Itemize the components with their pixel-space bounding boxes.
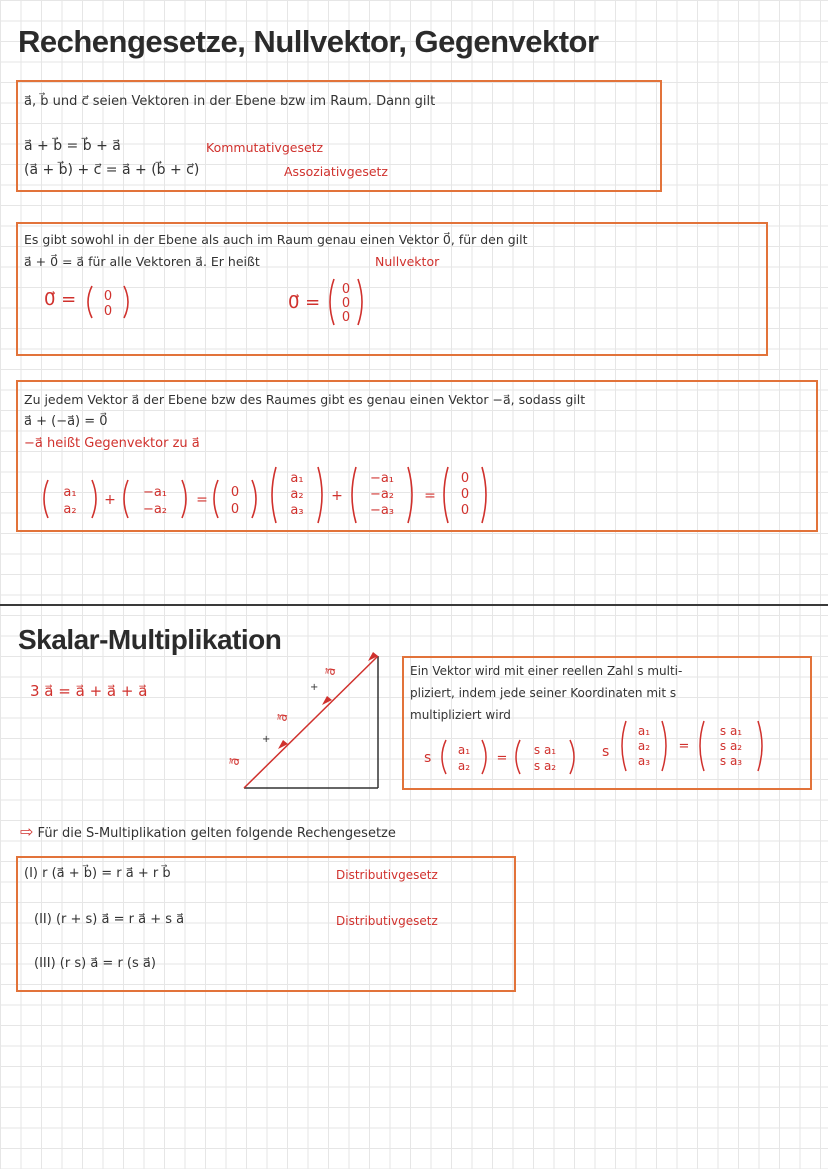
rules-intro: Für die S-Multiplikation gelten folgende Rechengesetze: [37, 826, 396, 841]
rules-intro-row: [20, 822, 396, 841]
sc2d-v1-c2: a₂: [457, 759, 471, 773]
scalar-desc-line1: Ein Vektor wird mit einer reellen Zahl s multi-: [410, 664, 683, 678]
scalar-sketch: [227, 648, 390, 796]
opp3d-v3-c1: 0: [460, 471, 470, 486]
sc3d-s: s: [602, 744, 610, 760]
sc3d-v2-c3: s a₃: [719, 754, 743, 768]
sc2d-eq: =: [496, 751, 508, 766]
law2-name: Assoziativgesetz: [284, 164, 388, 179]
scalar-desc-line2: pliziert, indem jede seiner Koordinaten mit s: [410, 686, 677, 700]
sc3d-v1-c1: a₁: [637, 724, 651, 738]
rule-1-name: Distributivgesetz: [336, 868, 438, 882]
opposite-line1: Zu jedem Vektor a⃗ der Ebene bzw des Raumes gibt es genau einen Vektor −a⃗, sodass gilt: [24, 392, 586, 407]
opp3d-eq: =: [424, 488, 436, 504]
opp3d-v2-c3: −a₃: [369, 503, 395, 518]
nullvector-2d-c1: 0: [103, 289, 113, 304]
opposite-example-2d: [40, 476, 268, 522]
scalar-example-3d: [600, 718, 788, 774]
sc2d-v2-c2: s a₂: [533, 759, 557, 773]
opposite-example-3d: [268, 464, 496, 526]
sc3d-v1-c2: a₂: [637, 739, 651, 753]
rule-2: [34, 912, 184, 927]
opp2d-op: +: [104, 492, 116, 508]
law2-formula: (a⃗ + b⃗) + c⃗ = a⃗ + (b⃗ + c⃗): [24, 162, 200, 178]
opp3d-v1-c2: a₂: [290, 487, 304, 502]
page-title: Rechengesetze, Nullvektor, Gegenvektor: [18, 24, 599, 59]
rule-1-formula: r (a⃗ + b⃗) = r a⃗ + r b⃗: [42, 866, 171, 881]
opp2d-v3-c1: 0: [230, 485, 240, 500]
nullvector-3d: [326, 276, 366, 328]
opp2d-v1-c1: a₁: [63, 485, 77, 500]
opposite-line2: a⃗ + (−a⃗) = 0⃗: [24, 414, 108, 429]
opp2d-v1-c2: a₂: [63, 502, 77, 517]
nullvector-3d-c1: 0: [341, 282, 351, 297]
sketch-plus-2: +: [310, 682, 319, 693]
nullvector-label: Nullvektor: [375, 254, 440, 269]
rule-2-num: (II): [34, 912, 52, 927]
sketch-label-a2: a⃗: [275, 712, 292, 723]
opp2d-v2-c2: −a₂: [142, 502, 168, 517]
rule-2-formula: (r + s) a⃗ = r a⃗ + s a⃗: [55, 912, 185, 927]
sc3d-v1-c3: a₃: [637, 754, 651, 768]
nullvector-2d-lhs: 0⃗ =: [44, 289, 77, 310]
rule-3-formula: (r s) a⃗ = r (s a⃗): [59, 956, 156, 971]
law1-name: Kommutativgesetz: [206, 140, 324, 155]
opp2d-v3-c2: 0: [230, 502, 240, 517]
rule-3: [34, 956, 156, 971]
sc2d-v2-c1: s a₁: [533, 743, 557, 757]
sc3d-v2-c2: s a₂: [719, 739, 743, 753]
opp3d-v1-c3: a₃: [290, 503, 304, 518]
nullvector-3d-c2: 0: [341, 296, 351, 311]
sc2d-s: s: [424, 750, 432, 766]
right-arrow-icon: ⇨: [20, 822, 34, 841]
opp3d-v3-c3: 0: [460, 503, 470, 518]
opp3d-op: +: [331, 488, 343, 504]
nullvector-2d-c2: 0: [103, 304, 113, 319]
sc2d-v1-c1: a₁: [457, 743, 471, 757]
laws-intro: a⃗, b⃗ und c⃗ seien Vektoren in der Ebene bzw im Raum. Dann gilt: [24, 94, 436, 109]
opp3d-v3-c2: 0: [460, 487, 470, 502]
sc3d-v2-c1: s a₁: [719, 724, 743, 738]
opp3d-v2-c1: −a₁: [369, 471, 395, 486]
nullvector-3d-c3: 0: [341, 310, 351, 325]
rule-2-name: Distributivgesetz: [336, 914, 438, 928]
rule-3-num: (III): [34, 956, 56, 971]
opp2d-eq: =: [196, 492, 208, 508]
law1-formula: a⃗ + b⃗ = b⃗ + a⃗: [24, 138, 121, 154]
opp2d-v2-c1: −a₁: [142, 485, 168, 500]
rule-1: [24, 866, 171, 881]
nullvector-3d-lhs: 0⃗ =: [288, 292, 321, 313]
opp3d-v2-c2: −a₂: [369, 487, 395, 502]
sc3d-eq: =: [678, 739, 690, 754]
opp3d-v1-c1: a₁: [290, 471, 304, 486]
opposite-definition: −a⃗ heißt Gegenvektor zu a⃗: [24, 436, 200, 451]
sketch-plus-1: +: [262, 734, 271, 745]
nullvector-2d: [84, 282, 132, 322]
nullvector-line1: Es gibt sowohl in der Ebene als auch im Raum genau einen Vektor 0⃗, für den gilt: [24, 232, 528, 247]
scalar-example: 3 a⃗ = a⃗ + a⃗ + a⃗: [30, 682, 148, 700]
scalar-example-2d: [420, 736, 590, 778]
nullvector-line2: a⃗ + 0⃗ = a⃗ für alle Vektoren a⃗. Er heißt: [24, 254, 260, 269]
rule-1-num: (I): [24, 866, 38, 881]
scalar-desc-line3: multipliziert wird: [410, 708, 511, 722]
scalar-title: Skalar-Multiplikation: [18, 624, 282, 655]
sketch-label-a3: a⃗: [323, 666, 340, 677]
sketch-label-a1: a⃗: [227, 756, 244, 767]
section-divider: [0, 604, 828, 606]
